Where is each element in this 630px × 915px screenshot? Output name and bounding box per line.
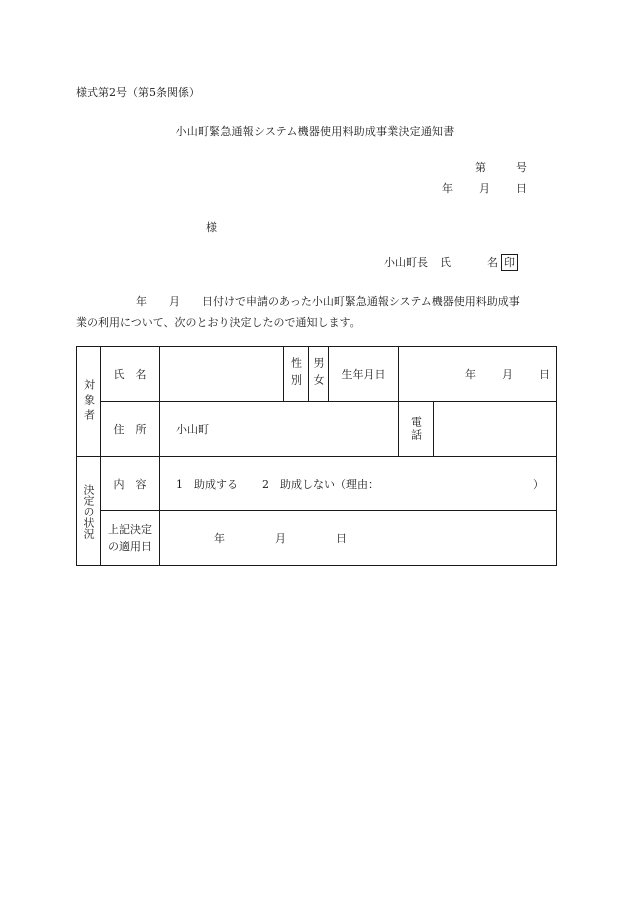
option-deny-close: ） xyxy=(533,477,544,491)
sex-label: 性別 xyxy=(289,357,303,391)
subject-header-cell xyxy=(77,347,101,457)
name-value xyxy=(160,347,284,402)
birthdate-label: 生年月日 xyxy=(329,347,399,402)
number-suffix: 号 xyxy=(516,161,527,174)
seal-stamp: 印 xyxy=(501,254,518,271)
content-value xyxy=(160,457,557,511)
decision-table xyxy=(76,346,557,566)
number-prefix: 第 xyxy=(475,161,486,174)
apply-date-label-2: の適用日 xyxy=(108,540,152,553)
document-date-line xyxy=(442,180,527,196)
sex-options-cell xyxy=(309,347,329,402)
addressee-suffix: 様 xyxy=(206,221,217,234)
issuer-name-label-1: 氏 xyxy=(440,256,451,269)
body-text xyxy=(76,291,520,333)
phone-label-cell xyxy=(399,402,434,457)
date-day: 日 xyxy=(516,182,527,195)
option-grant: 1 助成する xyxy=(176,477,238,491)
birth-year: 年 xyxy=(465,368,476,381)
body-line-1: 年 月 日付けで申請のあった小山町緊急通報システム機器使用料助成事 xyxy=(136,295,520,308)
birth-month: 月 xyxy=(502,368,513,381)
form-number: 様式第2号（第5条関係） xyxy=(76,86,200,99)
option-deny: 2 助成しない（理由： xyxy=(262,477,379,491)
address-label: 住 所 xyxy=(101,402,160,457)
subject-header: 対象者 xyxy=(82,379,96,424)
decision-header: 決定の状況 xyxy=(82,483,95,539)
phone-label: 電話 xyxy=(409,416,423,442)
apply-date-value xyxy=(160,511,557,566)
decision-header-cell xyxy=(77,457,101,566)
address-value: 小山町 xyxy=(160,402,399,457)
apply-date-label-1: 上記決定 xyxy=(108,523,152,536)
apply-day: 日 xyxy=(336,532,347,545)
issuer-title: 小山町長 xyxy=(384,256,428,269)
date-year: 年 xyxy=(442,182,453,195)
birthdate-value xyxy=(399,347,557,402)
document-title: 小山町緊急通報システム機器使用料助成事業決定通知書 xyxy=(175,125,455,138)
apply-date-label xyxy=(101,511,160,566)
sex-options: 男女 xyxy=(312,357,325,391)
document-number-line xyxy=(475,159,527,175)
date-month: 月 xyxy=(479,182,490,195)
issuer-line xyxy=(384,254,518,271)
sex-label-cell xyxy=(284,347,309,402)
content-label: 内 容 xyxy=(101,457,160,511)
apply-year: 年 xyxy=(214,532,225,545)
issuer-name-label-2: 名 xyxy=(487,256,498,269)
body-line-2: 業の利用について、次のとおり決定したので通知します。 xyxy=(76,316,361,329)
phone-value xyxy=(434,402,557,457)
apply-month: 月 xyxy=(275,532,286,545)
birth-day: 日 xyxy=(539,368,550,381)
name-label: 氏 名 xyxy=(101,347,160,402)
